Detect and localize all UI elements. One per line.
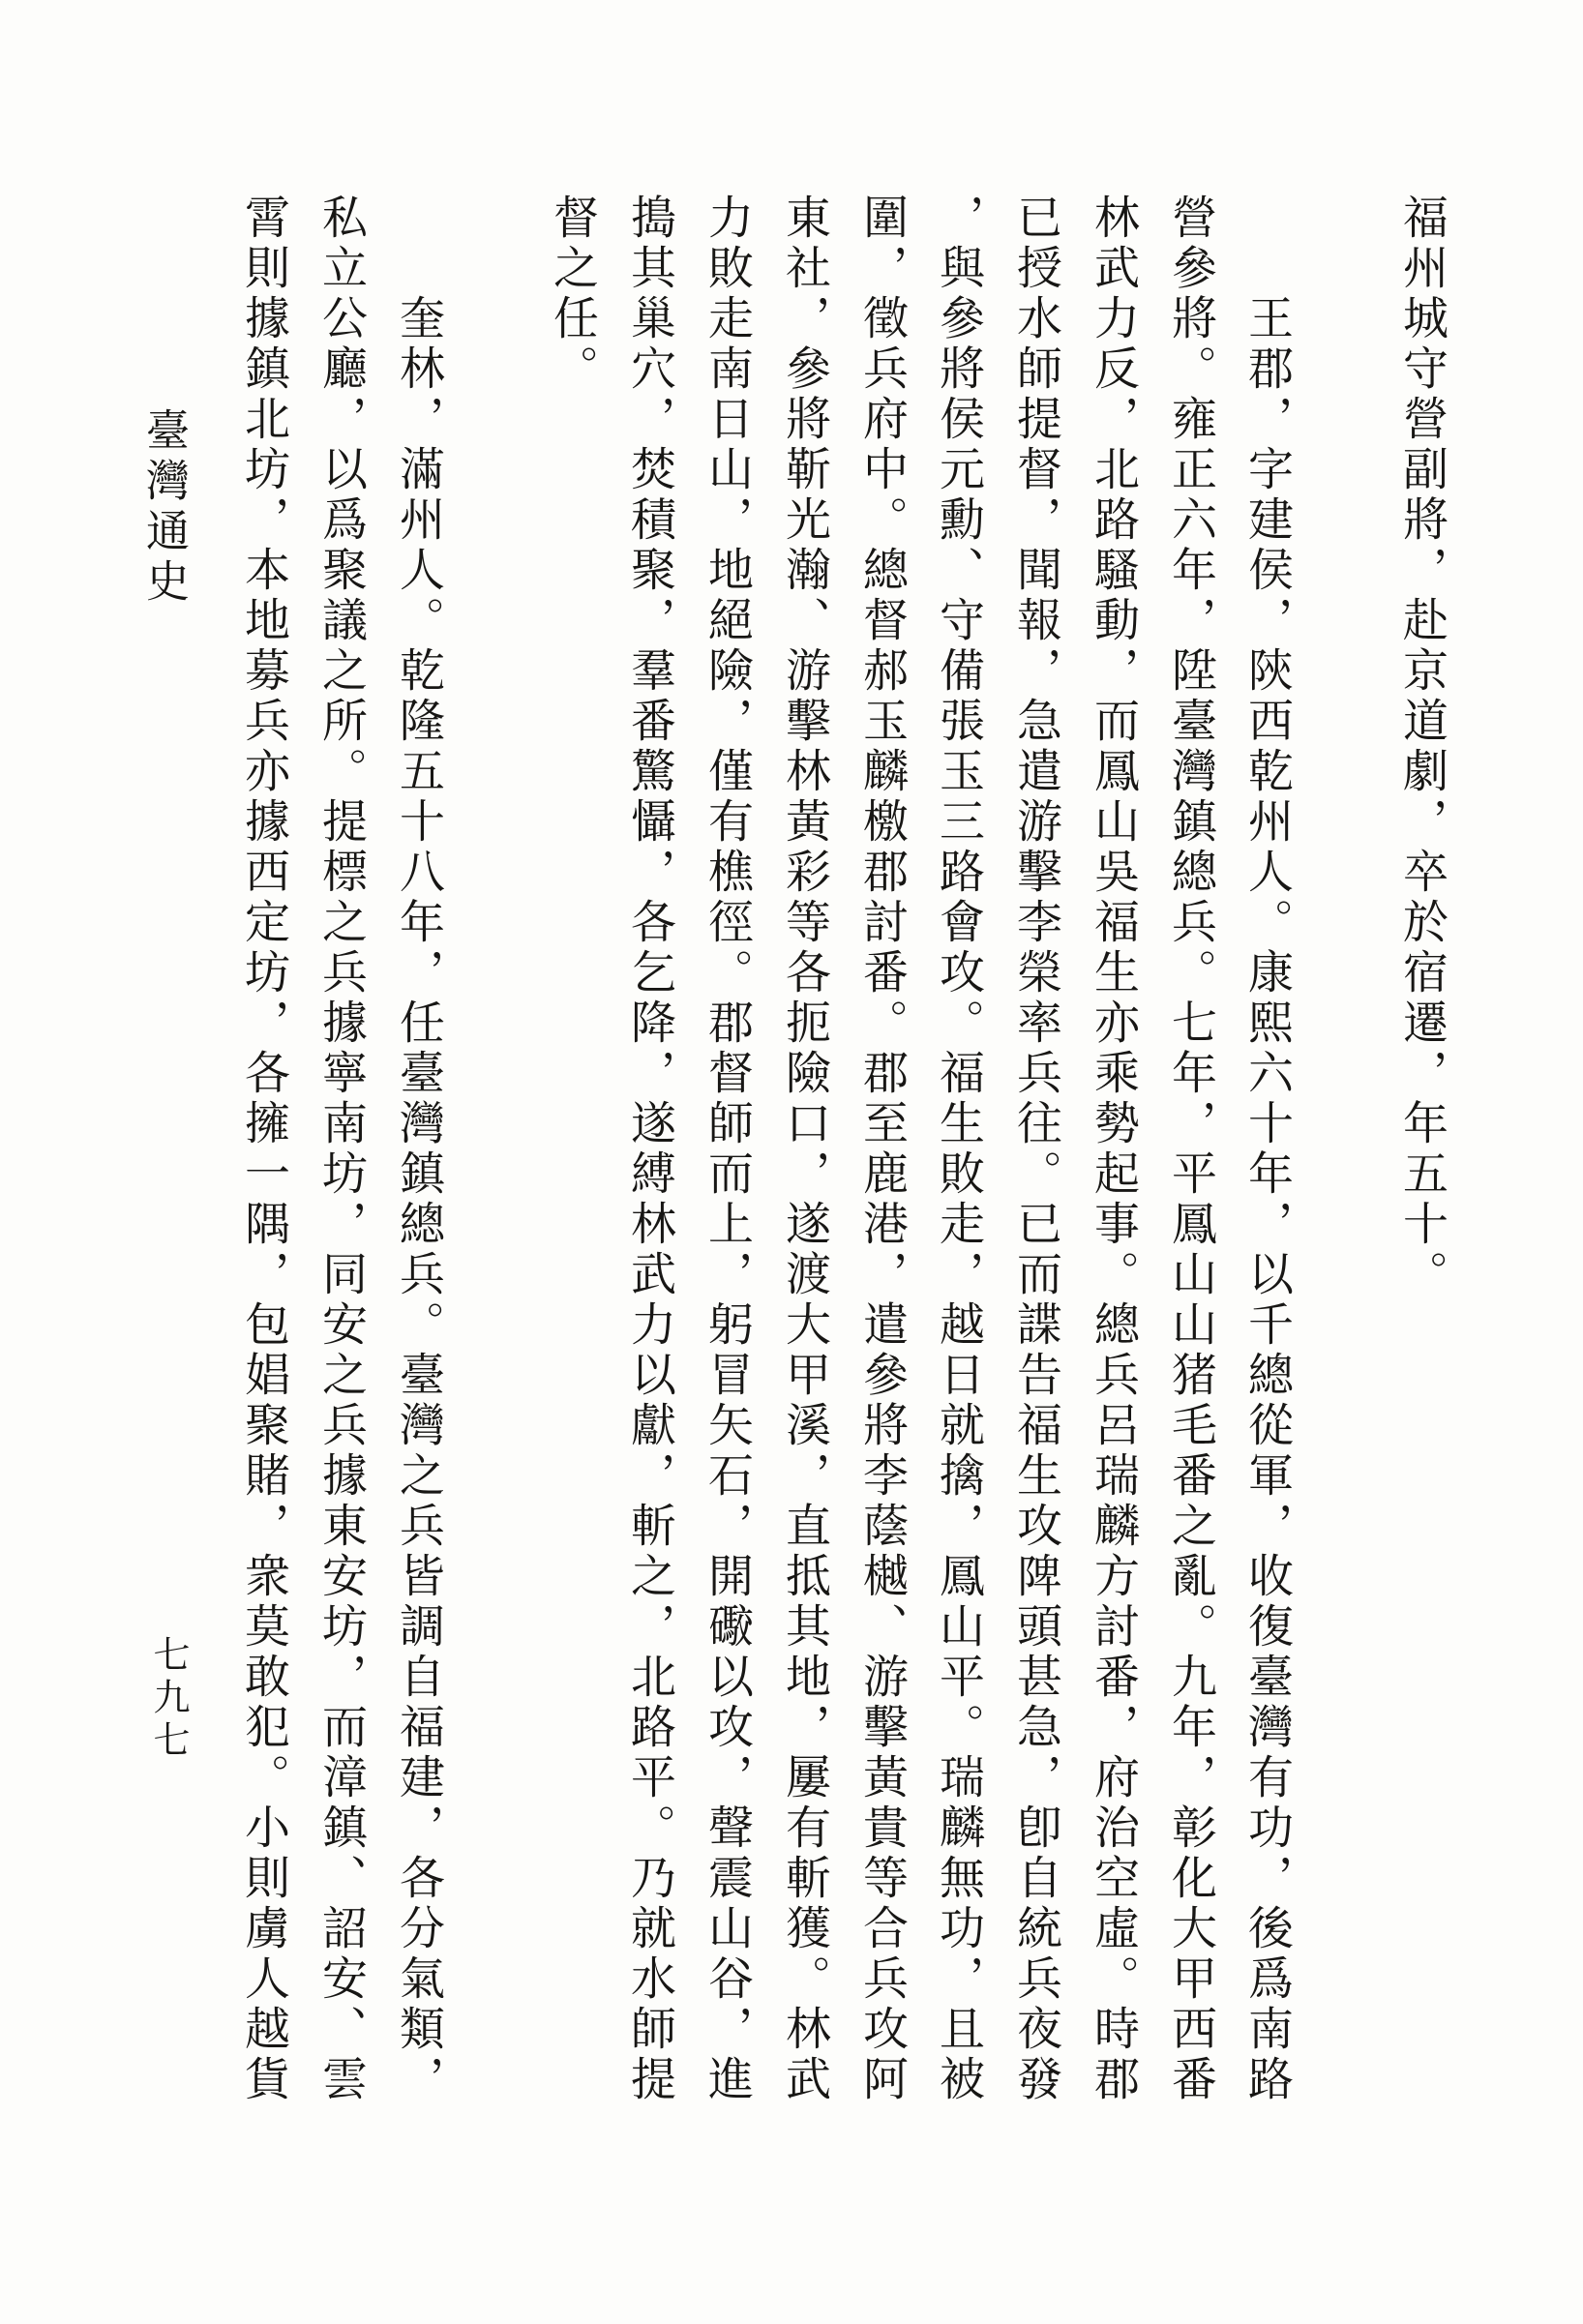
text-column: 營參將。雍正六年，陞臺灣鎮總兵。七年，平鳳山山猪毛番之亂。九年，彰化大甲西番 xyxy=(1165,194,1215,2105)
book-title-margin-label: 臺灣通史 xyxy=(139,407,188,609)
page-number: 七九七 xyxy=(147,1635,188,1763)
text-column: 奎林，滿州人。乾隆五十八年，任臺灣鎮總兵。臺灣之兵皆調自福建，各分氣類， xyxy=(393,294,443,2105)
text-column: 林武力反，北路騷動，而鳳山吳福生亦乘勢起事。總兵呂瑞麟方討番，府治空虛。時郡 xyxy=(1088,194,1138,2105)
text-column: 私立公廳，以爲聚議之所。提標之兵據寧南坊，同安之兵據東安坊，而漳鎮、詔安、雲 xyxy=(315,194,366,2105)
text-column: 督之任。 xyxy=(547,194,597,395)
text-column: 已授水師提督，聞報，急遣游擊李榮率兵往。已而諜告福生攻陴頭甚急，卽自統兵夜發 xyxy=(1010,194,1060,2105)
text-column: 搗其巢穴，焚積聚，羣番驚懾，各乞降，遂縛林武力以獻，斬之，北路平。乃就水師提 xyxy=(624,194,674,2105)
text-column: 力敗走南日山，地絕險，僅有樵徑。郡督師而上，躬冒矢石，開礮以攻，聲震山谷，進 xyxy=(702,194,752,2105)
text-column: ，與參將侯元勳、守備張玉三路會攻。福生敗走，越日就擒，鳳山平。瑞麟無功，且被 xyxy=(933,194,983,2105)
text-column: 王郡，字建侯，陝西乾州人。康熙六十年，以千總從軍，收復臺灣有功，後爲南路 xyxy=(1241,294,1292,2105)
text-column: 圍，徵兵府中。總督郝玉麟檄郡討番。郡至鹿港，遣參將李蔭樾、游擊黃貴等合兵攻阿 xyxy=(856,194,907,2105)
text-column: 霄則據鎮北坊，本地募兵亦據西定坊，各擁一隅，包娼聚賭，衆莫敢犯。小則虜人越貨 xyxy=(238,194,288,2105)
text-column: 東社，參將靳光瀚、游擊林黃彩等各扼險口，遂渡大甲溪，直抵其地，屢有斬獲。林武 xyxy=(779,194,829,2105)
text-column: 福州城守營副將，赴京道劇，卒於宿遷，年五十。 xyxy=(1396,194,1447,1300)
